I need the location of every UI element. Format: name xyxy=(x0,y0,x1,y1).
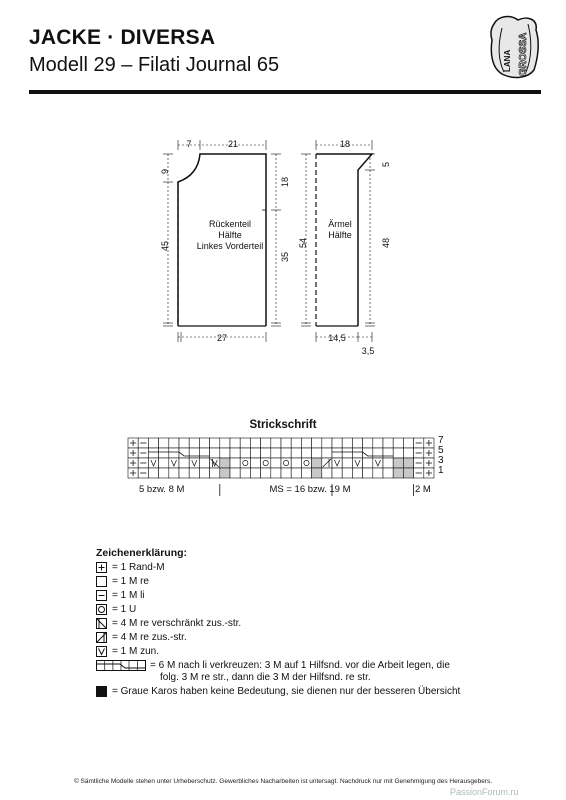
legend-text-cont: folg. 3 M re str., dann die 3 M der Hilfsnd. re str. xyxy=(160,672,371,683)
dim-left: 45 xyxy=(160,240,170,251)
legend-item-cable xyxy=(96,660,450,684)
copyright-footer: © Sämtliche Modelle stehen unter Urheberschutz. Gewerbliches Nacharbeiten ist untersagt. Nachdruck nur mit Genehmigung des Herausgebers. xyxy=(73,778,493,785)
legend-text: = 1 M re xyxy=(112,576,149,587)
sleeve-label xyxy=(310,219,370,241)
legend-item-re xyxy=(96,576,149,588)
sleeve-dim-left: 54 xyxy=(298,237,308,248)
legend-text: = 1 M zun. xyxy=(112,646,159,657)
legend-text: = 1 Rand-M xyxy=(112,562,165,573)
sleeve-dim-right: 48 xyxy=(381,237,391,248)
backslash-box-icon xyxy=(96,618,107,629)
v-box-icon xyxy=(96,646,107,657)
sleeve-dim-right-top: 5 xyxy=(381,161,391,167)
row-number-3: 3 xyxy=(438,455,444,466)
chart-label-right: 2 M xyxy=(415,484,431,495)
back-label-line-2: Hälfte xyxy=(218,230,242,240)
sleeve-dim-top: 18 xyxy=(339,139,351,149)
empty-box-icon xyxy=(96,576,107,587)
chart-title: Strickschrift xyxy=(249,419,317,431)
svg-text:LANA: LANA xyxy=(503,49,512,72)
legend-text: = 1 U xyxy=(112,604,137,615)
watermark: PassionForum.ru xyxy=(450,787,519,797)
legend-title: Zeichenerklärung: xyxy=(96,547,188,559)
sleeve-label-line-1: Ärmel xyxy=(328,219,352,229)
plus-box-icon xyxy=(96,562,107,573)
dim-right-top: 18 xyxy=(280,176,290,187)
row-number-1: 1 xyxy=(438,465,444,476)
dim-bottom: 27 xyxy=(216,333,228,343)
cable-icon xyxy=(96,660,146,671)
circle-box-icon xyxy=(96,604,107,615)
page-title: JACKE · DIVERSA xyxy=(29,26,216,49)
legend-text: = 4 M re zus.-str. xyxy=(112,632,187,643)
dim-top-left: 7 xyxy=(186,139,192,149)
dim-top: 21 xyxy=(227,139,239,149)
legend-item-gray xyxy=(96,686,460,698)
legend-text: = Graue Karos haben keine Bedeutung, sie dienen nur der besseren Übersicht xyxy=(112,686,461,697)
back-label-line-3: Linkes Vorderteil xyxy=(196,241,264,251)
dim-left-top: 9 xyxy=(160,168,170,174)
legend-text: = 6 M nach li verkreuzen: 3 M auf 1 Hilfsnd. vor die Arbeit legen, die xyxy=(150,660,450,671)
legend-item-4m-re xyxy=(96,632,187,644)
slash-box-icon xyxy=(96,632,107,643)
row-number-7: 7 xyxy=(438,435,444,446)
dim-right-bottom: 35 xyxy=(280,251,290,262)
minus-box-icon xyxy=(96,590,107,601)
legend-item-li xyxy=(96,590,145,602)
back-piece-label xyxy=(190,219,270,252)
svg-text:GROSSA: GROSSA xyxy=(518,32,529,76)
sleeve-label-line-2: Hälfte xyxy=(328,230,352,240)
legend-item-4m-vs xyxy=(96,618,241,630)
legend-text: = 1 M li xyxy=(112,590,145,601)
sleeve-dim-bottom: 14,5 xyxy=(328,333,346,343)
legend-item-zun xyxy=(96,646,159,658)
chart-label-left: 5 bzw. 8 M xyxy=(139,484,185,495)
gray-box-icon xyxy=(96,686,107,697)
legend-item-u xyxy=(96,604,136,616)
chart-label-mid: MS = 16 bzw. 19 M xyxy=(269,484,351,495)
row-number-5: 5 xyxy=(438,445,444,456)
sleeve-dim-bottom-small: 3,5 xyxy=(361,346,375,356)
legend-item-rand xyxy=(96,562,165,574)
page-subtitle: Modell 29 – Filati Journal 65 xyxy=(29,54,280,76)
back-label-line-1: Rückenteil xyxy=(208,219,252,229)
legend-text: = 4 M re verschränkt zus.-str. xyxy=(112,618,242,629)
